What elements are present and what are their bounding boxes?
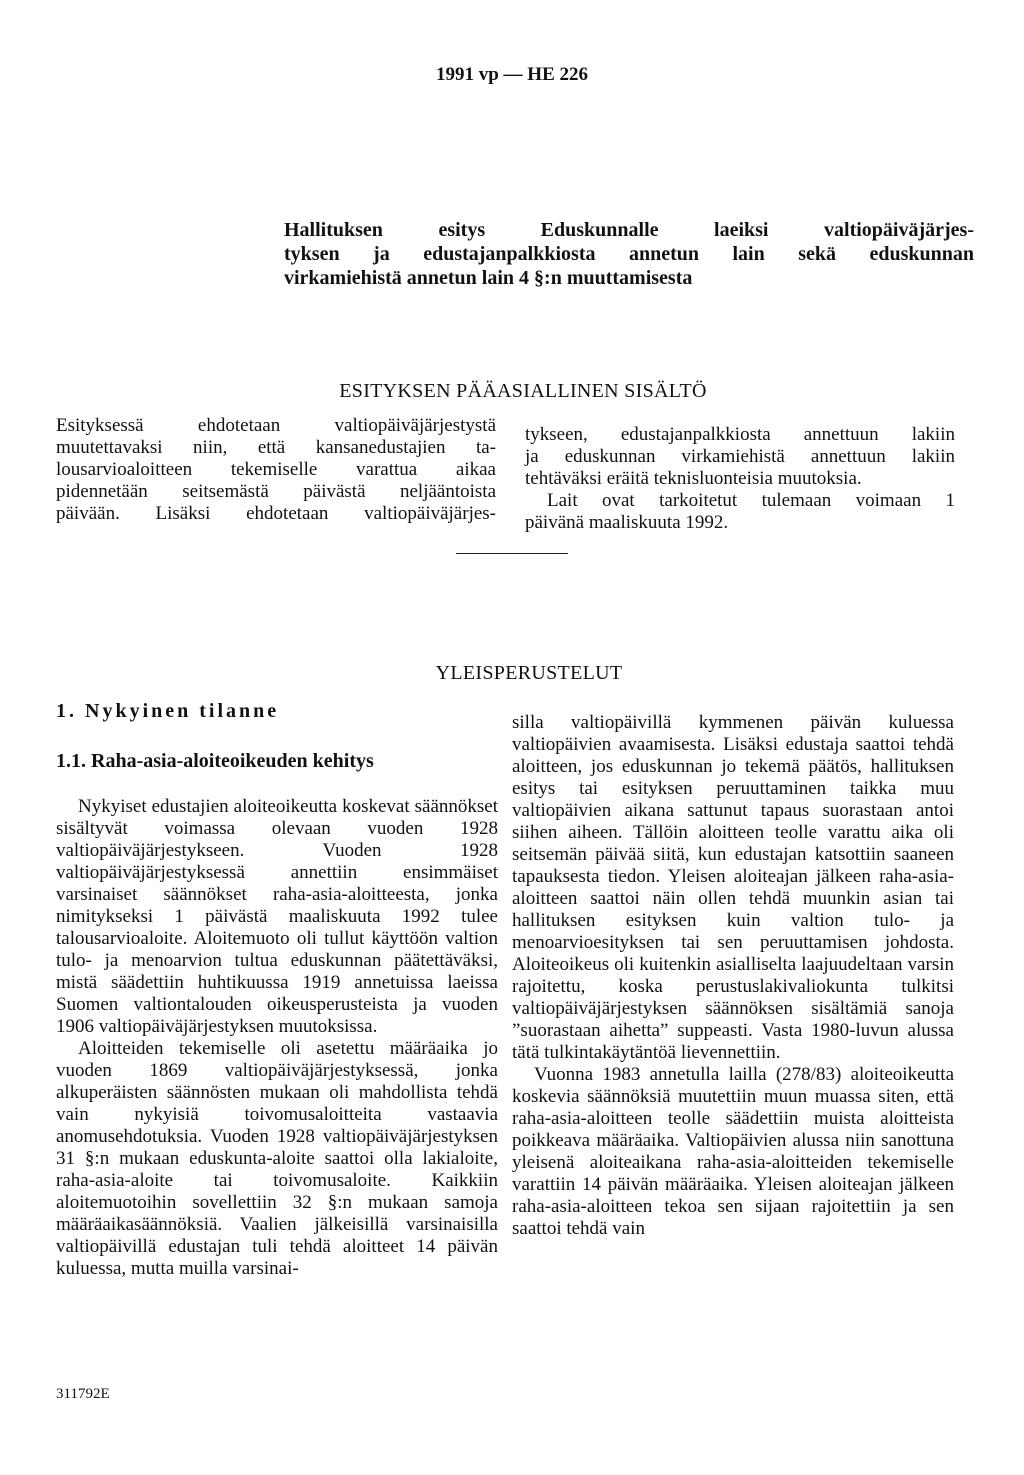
print-code: 311792E	[56, 1386, 110, 1402]
summary-line: Lait ovat tarkoitetut tulemaan voimaan 1	[547, 490, 955, 511]
running-head: 1991 vp — HE 226	[435, 64, 589, 85]
summary-line: pidennetään seitsemästä päivästä neljääntoista	[56, 481, 496, 502]
summary-line: ja eduskunnan virkamiehistä annettuun lakiin	[525, 446, 955, 467]
summary-line: lousarvioaloitteen tekemiselle varattua aikaa	[56, 459, 496, 480]
summary-line: päivään. Lisäksi ehdotetaan valtiopäiväjärjes-	[56, 503, 496, 524]
body-paragraph: Aloitteiden tekemiselle oli asetettu määräaika jo vuoden 1869 valtiopäiväjärjestyksessä, jonka alkuperäisten säännösten mukaan oli mahdollista tehdä vain nykyisiä toivomusaloitteita vastaavia anomusehdotuksia. Vuoden 1928 valtiopäiväjärjestyksen 31 §:n mukaan eduskunta-aloite saattoi olla lakialoite, raha-asia-aloite tai toivomusaloite. Kaikkiin aloitemuotoihin sovellettiin 32 §:n mukaan samoja määräaikasäännöksiä. Vaalien jälkeisillä varsinaisilla valtiopäivillä edustajan tuli tehdä aloitteet 14 päivän kuluessa, mutta muilla varsinai-	[56, 1038, 498, 1279]
section-heading-1: 1. Nykyinen tilanne	[56, 700, 280, 722]
summary-line: muutettavaksi niin, että kansanedustajien ta-	[56, 437, 496, 458]
summary-right-column	[525, 424, 955, 534]
section-heading-1-1: 1.1. Raha-asia-aloiteoikeuden kehitys	[56, 750, 374, 772]
title-line: tyksen ja edustajanpalkkiosta annetun lain sekä eduskunnan	[284, 243, 974, 265]
summary-line: tykseen, edustajanpalkkiosta annettuun lakiin	[525, 424, 955, 445]
summary-line: Esityksessä ehdotetaan valtiopäiväjärjestystä	[56, 415, 496, 436]
summary-line: päivänä maaliskuuta 1992.	[525, 512, 729, 533]
document-title	[284, 218, 974, 290]
title-line: Hallituksen esitys Eduskunnalle laeiksi valtiopäiväjärjes-	[284, 219, 974, 241]
body-right-column	[512, 712, 954, 1240]
general-heading: YLEISPERUSTELUT	[435, 662, 623, 684]
body-paragraph: silla valtiopäivillä kymmenen päivän kuluessa valtiopäivien avaamisesta. Lisäksi edustaja saattoi tehdä aloitteen, jos eduskunnan jo tekemä päätös, hallituksen esitys tai esityksen peruuttaminen taikka muu valtiopäivien aikana sattunut tapaus suorastaan antoi siihen aiheen. Tällöin aloitteen teolle varattu aika oli seitsemän päivää siitä, kun edustajan katsottiin saaneen tapauksesta tiedon. Yleisen aloiteajan jälkeen raha-asia-aloitteen saattoi näin ollen tehdä muunkin asian tai hallituksen esityksen kuin valtion tulo- ja menoarvioesityksen tai sen peruuttamisen johdosta. Aloiteoikeus oli kuitenkin asialliselta laajuudeltaan varsin rajoitettu, koska perustuslakivaliokunta tulkitsi valtiopäiväjärjestyksen säännöksen sisältämiä sanoja ”suorastaan aihetta” suppeasti. Vasta 1980-luvun alussa tätä tulkintakäytäntöä lievennettiin.	[512, 712, 954, 1063]
section-divider	[456, 553, 568, 554]
summary-heading: ESITYKSEN PÄÄASIALLINEN SISÄLTÖ	[339, 380, 707, 402]
summary-line: tehtäväksi eräitä teknisluonteisia muutoksia.	[525, 468, 862, 489]
body-paragraph: Nykyiset edustajien aloiteoikeutta koskevat säännökset sisältyvät voimassa olevaan vuoden 1928 valtiopäiväjärjestykseen. Vuoden 1928 valtiopäiväjärjestyksessä annettiin ensimmäiset varsinaiset säännökset raha-asia-aloitteesta, jonka nimitykseksi 1 päivästä maaliskuuta 1992 tulee talousarvioaloite. Aloitemuoto oli tullut käyttöön valtion tulo- ja menoarvion tultua eduskunnan päätettäväksi, mistä säädettiin huhtikuussa 1919 annetuissa laeissa Suomen valtiontalouden oikeusperusteista ja vuoden 1906 valtiopäiväjärjestyksen muutoksissa.	[56, 796, 498, 1037]
body-paragraph: Vuonna 1983 annetulla lailla (278/83) aloiteoikeutta koskevia säännöksiä muutettiin muun muassa siten, että raha-asia-aloitteen teolle säädettiin muista aloitteista poikkeava määräaika. Valtiopäivien alussa niin sanottuna yleisenä aloiteaikana raha-asia-aloitteiden tekemiselle varattiin 14 päivän määräaika. Yleisen aloiteajan jälkeen raha-asia-aloitteen tekoa sen sijaan rajoitettiin ja sen saattoi tehdä vain	[512, 1064, 954, 1239]
summary-left-column	[56, 415, 496, 525]
title-line: virkamiehistä annetun lain 4 §:n muuttamisesta	[284, 267, 693, 289]
body-left-column	[56, 796, 498, 1280]
